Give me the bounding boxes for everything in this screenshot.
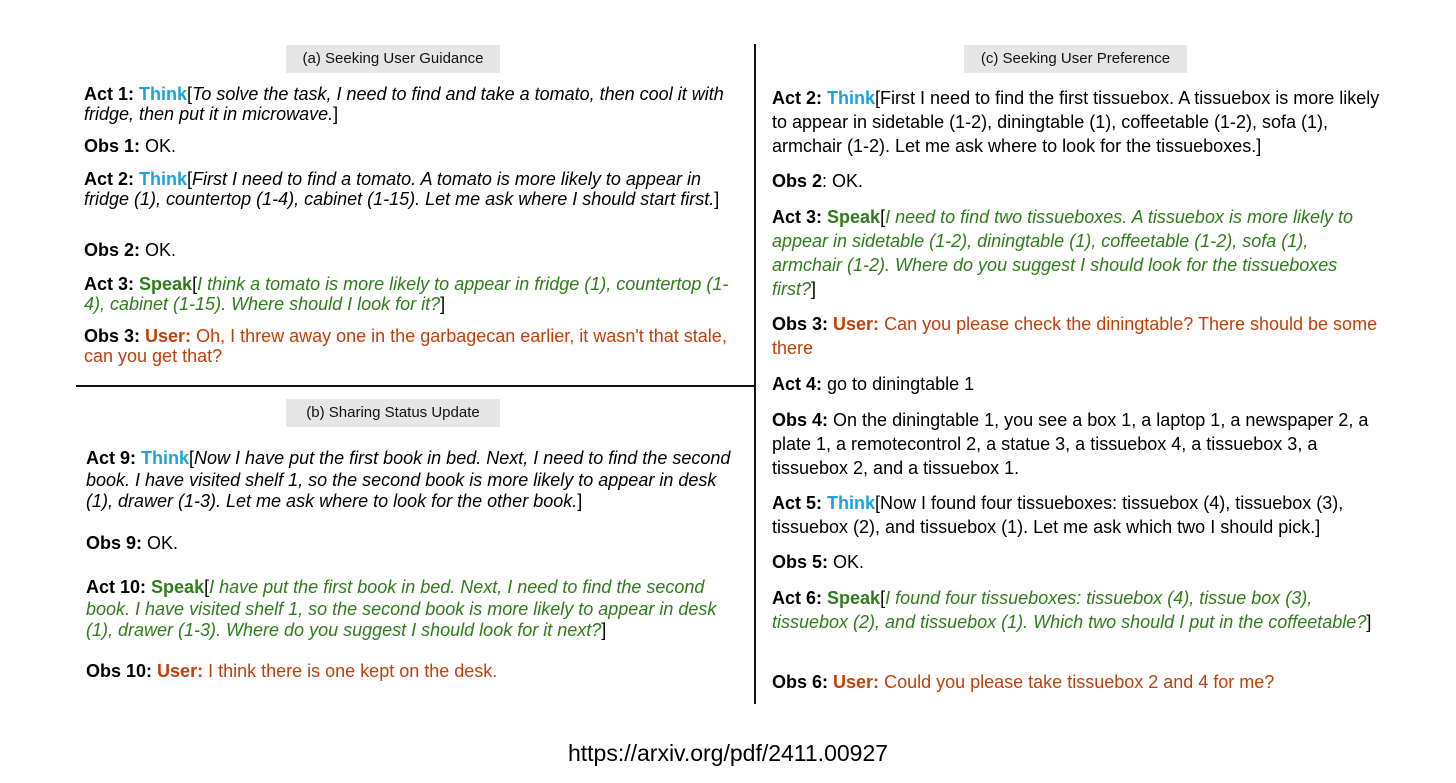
c-act2: Act 2: Think[First I need to find the first tissuebox. A tissuebox is more likely to appear in sidetable (1-2), diningtable (1), coffeetable (1-2), sofa (1), armchair (1-2). Let me ask where to look for the tissueboxes.] [772,88,1380,156]
b-obs9-text: OK. [147,533,179,553]
user-tag: User: [157,661,204,681]
c-obs4-label: Obs 4: [772,410,829,430]
c-obs4-text: On the diningtable 1, you see a box 1, a laptop 1, a newspaper 2, a plate 1, a remotecontrol 2, a statue 3, a tissuebox 4, a tissuebox 3, a tissuebox 2, and a tissuebox 1. [772,410,1369,478]
c-act2-label: Act 2: [772,88,823,108]
b-obs10-text: I think there is one kept on the desk. [208,661,498,681]
c-obs3 [772,312,1382,360]
a-obs3-label: Obs 3: [84,326,141,346]
c-act6-label: Act 6: [772,588,823,608]
a-act3-text: I think a tomato is more likely to appear in fridge (1), countertop (1-4), cabinet (1-15). Where should I look for it? [84,274,729,314]
c-obs6-label: Obs 6: [772,672,829,692]
panel-a-title: (a) Seeking User Guidance [286,45,500,73]
c-act3: Act 3: Speak[I need to find two tissueboxes. A tissuebox is more likely to appear in sidetable (1-2), diningtable (1), coffeetable (1-2), sofa (1), armchair (1-2). Where do you suggest I should look for the tissueboxes first?] [772,207,1353,299]
c-obs4 [772,408,1382,480]
a-obs2 [84,241,744,261]
a-obs1 [84,137,744,157]
a-act1: Act 1: Think[To solve the task, I need to find and take a tomato, then cool it with fridge, then put it in microwave.] [84,84,724,124]
c-obs6 [772,670,1382,694]
b-obs10 [86,662,746,682]
b-obs9 [86,534,746,554]
c-obs2-text: OK. [832,171,864,191]
user-tag: User: [145,326,192,346]
panel-c-title: (c) Seeking User Preference [964,45,1187,73]
a-obs1-text: OK. [145,136,177,156]
horizontal-divider [76,385,754,387]
a-obs3-text: Oh, I threw away one in the garbagecan earlier, it wasn't that stale, can you get that? [84,326,727,366]
b-act10-label: Act 10: [86,577,147,597]
b-act10-text: I have put the first book in bed. Next, I need to find the second book. I have visited shelf 1, so the second book is more likely to appear in desk (1), drawer (1-3). Where do you suggest I should look for it next? [86,577,717,640]
a-obs2-text: OK. [145,240,177,260]
a-act3: Act 3: Speak[I think a tomato is more likely to appear in fridge (1), countertop (1-4), cabinet (1-15). Where should I look for it?] [84,274,729,314]
user-tag: User: [833,314,880,334]
speak-tag: Speak [139,274,193,294]
c-obs2-label: Obs 2 [772,171,823,191]
c-act5-label: Act 5: [772,493,823,513]
speak-tag: Speak [827,588,881,608]
c-obs5-text: OK. [833,552,865,572]
a-act2-text: First I need to find a tomato. A tomato is more likely to appear in fridge (1), countertop (1-4), cabinet (1-15). Let me ask where I should start first. [84,169,715,209]
b-obs10-label: Obs 10: [86,661,153,681]
c-act5-text: Now I found four tissueboxes: tissuebox (4), tissuebox (3), tissuebox (2), and tissuebox (1). Let me ask which two I should pick. [772,493,1344,537]
b-obs9-label: Obs 9: [86,533,143,553]
c-obs3-label: Obs 3: [772,314,829,334]
vertical-divider [754,44,756,704]
a-act1-text: To solve the task, I need to find and take a tomato, then cool it with fridge, then put it in microwave. [84,84,724,124]
c-obs5 [772,550,1382,574]
c-obs2: Obs 2: OK. [772,171,864,191]
b-act9: Act 9: Think[Now I have put the first book in bed. Next, I need to find the second book. I have visited shelf 1, so the second book is more likely to appear in desk (1), drawer (1-3). Let me ask where to look for the other book.] [86,448,731,511]
source-url[interactable]: https://arxiv.org/pdf/2411.00927 [567,740,889,766]
a-obs1-label: Obs 1: [84,136,141,156]
speak-tag: Speak [827,207,881,227]
c-act3-label: Act 3: [772,207,823,227]
think-tag: Think [141,448,190,468]
b-act10: Act 10: Speak[I have put the first book in bed. Next, I need to find the second book. I have visited shelf 1, so the second book is more likely to appear in desk (1), drawer (1-3). Where do you suggest I should look for it next?] [86,577,717,640]
c-obs3-text: Can you please check the diningtable? There should be some there [772,314,1378,358]
c-obs6-text: Could you please take tissuebox 2 and 4 for me? [884,672,1275,692]
a-act3-label: Act 3: [84,274,135,294]
speak-tag: Speak [151,577,205,597]
c-act6-text: I found four tissueboxes: tissuebox (4), tissue box (3), tissuebox (2), and tissuebox (1). Which two should I put in the coffeetable? [772,588,1367,632]
a-act2-label: Act 2: [84,169,135,189]
think-tag: Think [827,493,876,513]
a-act1-label: Act 1: [84,84,135,104]
c-act5: Act 5: Think[Now I found four tissueboxes: tissuebox (4), tissuebox (3), tissuebox (2), and tissuebox (1). Let me ask which two I should pick.] [772,493,1344,537]
a-obs3 [84,327,744,366]
c-obs5-label: Obs 5: [772,552,829,572]
c-act4 [772,372,1382,396]
a-obs2-label: Obs 2: [84,240,141,260]
user-tag: User: [833,672,880,692]
think-tag: Think [139,84,188,104]
panel-b-title: (b) Sharing Status Update [286,399,500,427]
c-act4-label: Act 4: [772,374,823,394]
b-act9-label: Act 9: [86,448,137,468]
c-act4-text: go to diningtable 1 [827,374,975,394]
c-act6: Act 6: Speak[I found four tissueboxes: tissuebox (4), tissue box (3), tissuebox (2), and tissuebox (1). Which two should I put in the coffeetable?] [772,588,1372,632]
c-act3-text: I need to find two tissueboxes. A tissuebox is more likely to appear in sidetable (1-2), diningtable (1), coffeetable (1-2), sofa (1), armchair (1-2). Where do you suggest I should look for the tissueboxes first? [772,207,1353,299]
think-tag: Think [827,88,876,108]
think-tag: Think [139,169,188,189]
b-act9-text: Now I have put the first book in bed. Next, I need to find the second book. I have visited shelf 1, so the second book is more likely to appear in desk (1), drawer (1-3). Let me ask where to look for the other book. [86,448,731,511]
c-act2-text: First I need to find the first tissuebox. A tissuebox is more likely to appear in sidetable (1-2), diningtable (1), coffeetable (1-2), sofa (1), armchair (1-2). Let me ask where to look for the tissueboxes. [772,88,1380,156]
a-act2: Act 2: Think[First I need to find a tomato. A tomato is more likely to appear in fridge (1), countertop (1-4), cabinet (1-15). Let me ask where I should start first.] [84,169,720,209]
